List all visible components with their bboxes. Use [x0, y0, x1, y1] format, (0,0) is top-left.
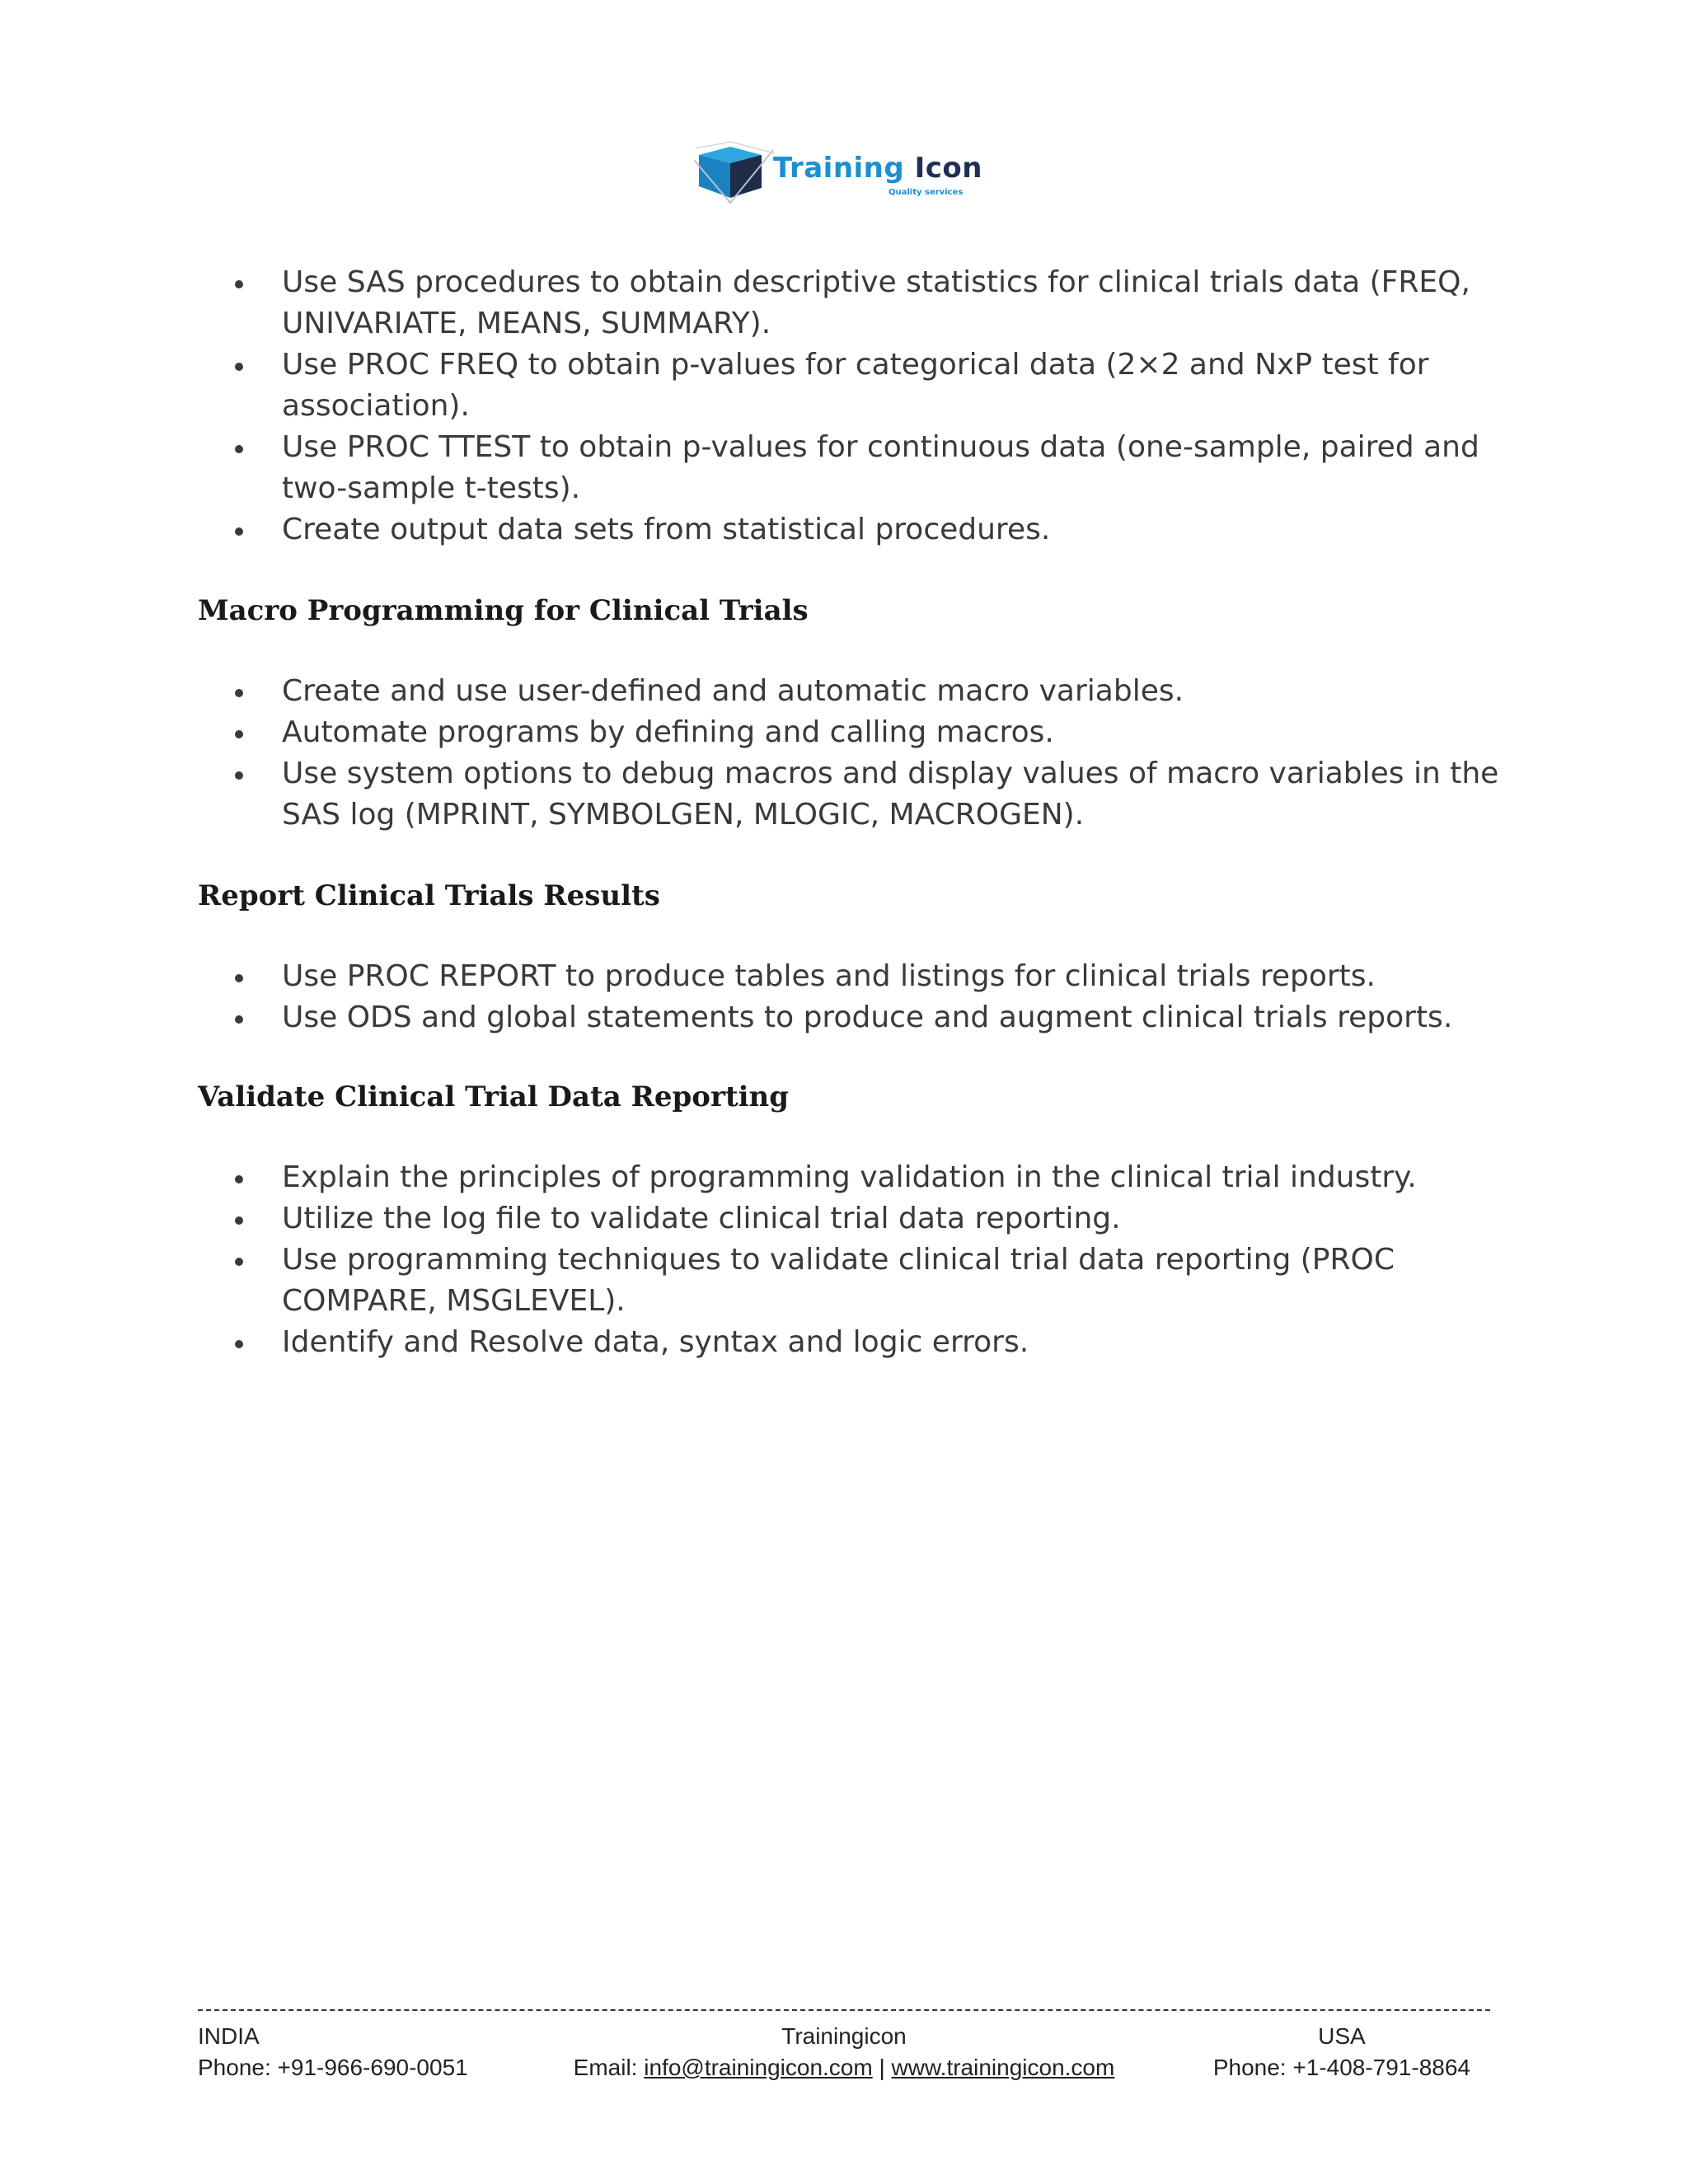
bullet-icon [235, 527, 243, 536]
footer-email-label: Email: [573, 2055, 645, 2080]
document-body [198, 262, 1500, 1363]
footer-divider [198, 2009, 1490, 2011]
footer-company-name: Trainingicon [781, 2023, 907, 2049]
section-heading-macro-programming: Macro Programming for Clinical Trials [198, 594, 809, 627]
validate-bullet-list [198, 1157, 1500, 1363]
list-item: Use PROC REPORT to produce tables and listings for clinical trials reports. [198, 956, 1500, 997]
cube-icon [694, 137, 776, 208]
bullet-icon [235, 363, 243, 371]
bullet-icon [235, 1015, 243, 1024]
footer-usa-label: USA [1318, 2023, 1366, 2049]
list-item: Use SAS procedures to obtain descriptive statistics for clinical trials data (FREQ, UNIVARIATE, MEANS, SUMMARY). [198, 262, 1500, 344]
bullet-icon [235, 730, 243, 738]
list-item: Create and use user-defined and automatic macro variables. [198, 671, 1500, 712]
bullet-icon [235, 689, 243, 697]
footer-india-phone: Phone: +91-966-690-0051 [198, 2055, 468, 2080]
list-item: Identify and Resolve data, syntax and logic errors. [198, 1322, 1500, 1363]
logo-word-training: Training [773, 152, 905, 185]
bullet-icon [235, 1175, 243, 1183]
section-heading-report-results: Report Clinical Trials Results [198, 879, 660, 912]
list-item: Create output data sets from statistical procedures. [198, 509, 1500, 551]
page-footer [198, 2021, 1490, 2095]
list-item: Use system options to debug macros and display values of macro variables in the SAS log (MPRINT, SYMBOLGEN, MLOGIC, MACROGEN). [198, 753, 1500, 836]
bullet-icon [235, 1258, 243, 1266]
logo-wordmark [773, 152, 982, 185]
logo-tagline: Quality services [889, 188, 964, 197]
website-link[interactable]: www.trainingicon.com [891, 2055, 1115, 2080]
email-link[interactable]: info@trainingicon.com [644, 2055, 873, 2080]
list-item: Explain the principles of programming validation in the clinical trial industry. [198, 1157, 1500, 1198]
list-item: Use ODS and global statements to produce and augment clinical trials reports. [198, 997, 1500, 1038]
bullet-icon [235, 1340, 243, 1348]
list-item: Use programming techniques to validate clinical trial data reporting (PROC COMPARE, MSGLEVEL). [198, 1240, 1500, 1322]
report-bullet-list [198, 956, 1500, 1038]
bullet-icon [235, 974, 243, 982]
intro-bullet-list [198, 262, 1500, 551]
logo-word-icon: Icon [914, 152, 982, 185]
section-heading-validate-reporting: Validate Clinical Trial Data Reporting [198, 1080, 790, 1113]
list-item: Automate programs by defining and calling macros. [198, 712, 1500, 753]
list-item: Use PROC FREQ to obtain p-values for categorical data (2×2 and NxP test for association). [198, 344, 1500, 427]
footer-usa-contact [1213, 2021, 1470, 2083]
bullet-icon [235, 1216, 243, 1225]
footer-usa-phone: Phone: +1-408-791-8864 [1212, 2055, 1470, 2080]
list-item: Utilize the log file to validate clinical trial data reporting. [198, 1198, 1500, 1240]
macro-bullet-list [198, 671, 1500, 836]
company-logo [694, 137, 982, 208]
bullet-icon [235, 280, 243, 288]
footer-separator: | [872, 2055, 892, 2080]
bullet-icon [235, 771, 243, 780]
list-item: Use PROC TTEST to obtain p-values for continuous data (one-sample, paired and two-sample t-tests). [198, 427, 1500, 509]
footer-india-label: INDIA [198, 2023, 260, 2049]
bullet-icon [235, 445, 243, 453]
